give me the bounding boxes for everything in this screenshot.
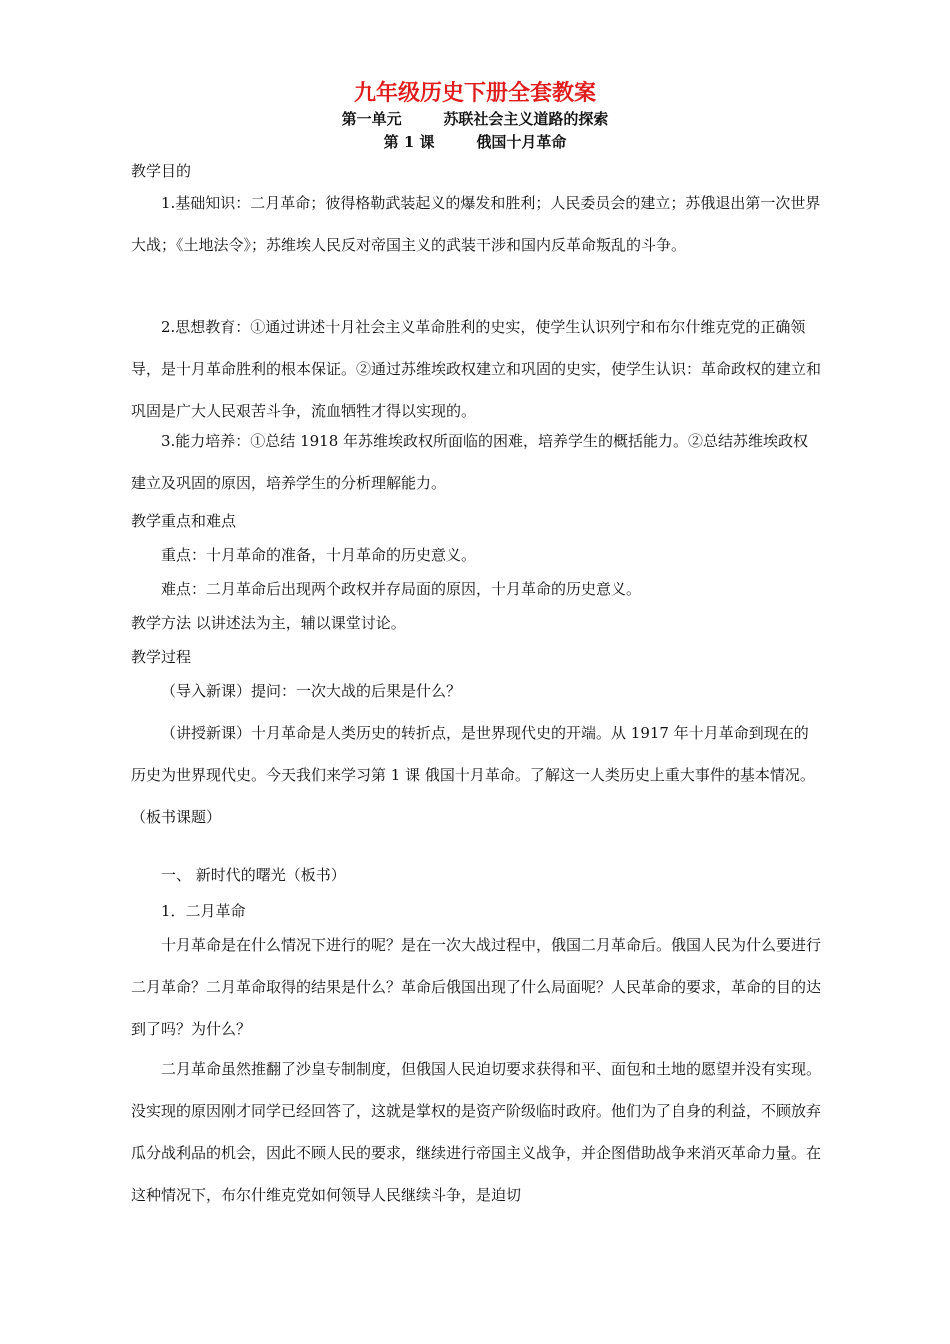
section-heading: 一、 新时代的曙光（板书） [161, 866, 346, 884]
objective-ideological-education: 2.思想教育：①通过讲述十月社会主义革命胜利的史实，使学生认识列宁和布尔什维克党的正确领导，是十月革命胜利的根本保证。②通过苏维埃政权建立和巩固的史实，使学生认识：革命政权的建立和巩固是广大人民艰苦斗争，流血牺牲才得以实现的。 [131, 318, 822, 420]
objective-basic-knowledge: 1.基础知识：二月革命；彼得格勒武装起义的爆发和胜利；人民委员会的建立；苏俄退出第一次世界大战；《土地法令》；苏维埃人民反对帝国主义的武装干涉和国内反革命叛乱的斗争。 [131, 194, 821, 254]
intro-question: （导入新课）提问：一次大战的后果是什么？ [161, 682, 462, 700]
objectives-heading: 教学目的 [131, 162, 192, 180]
objective-ability-training: 3.能力培养：①总结 1918 年苏维埃政权所面临的困难，培养学生的概括能力。②总结苏维埃政权建立及巩固的原因，培养学生的分析理解能力。 [131, 432, 809, 492]
lesson-title: 第 1 课 俄国十月革命 [383, 133, 567, 151]
unit-title: 第一单元 苏联社会主义道路的探索 [341, 110, 609, 128]
paragraph-february-revolution: 十月革命是在什么情况下进行的呢？是在一次大战过程中，俄国二月革命后。俄国人民为什么要进行二月革命？二月革命取得的结果是什么？革命后俄国出现了什么局面呢？人民革命的要求，革命的目的达到了吗？为什么？ [131, 936, 822, 1038]
lecture-paragraph: （讲授新课）十月革命是人类历史的转折点，是世界现代史的开端。从 1917 年十月革命到现在的历史为世界现代史。今天我们来学习第 1 课 俄国十月革命。了解这一人类历史上重大事件的基本情况。（板书课题） [131, 724, 815, 826]
document-title: 九年级历史下册全套教案 [353, 80, 596, 106]
paragraph-provisional-government: 二月革命虽然推翻了沙皇专制制度，但俄国人民迫切要求获得和平、面包和土地的愿望并没有实现。没实现的原因刚才同学已经回答了，这就是掌权的是资产阶级临时政府。他们为了自身的利益，不顾放弃瓜分战利品的机会，因此不顾人民的要求，继续进行帝国主义战争，并企图借助战争来消灭革命力量。在这种情况下，布尔什维克党如何领导人民继续斗争，是迫切 [131, 1060, 822, 1204]
key-point: 重点：十月革命的准备，十月革命的历史意义。 [161, 546, 477, 564]
process-heading: 教学过程 [131, 648, 192, 666]
key-points-heading: 教学重点和难点 [131, 512, 237, 530]
teaching-method: 教学方法 以讲述法为主，辅以课堂讨论。 [131, 614, 406, 632]
subsection-heading: 1．二月革命 [161, 902, 246, 920]
difficult-point: 难点：二月革命后出现两个政权并存局面的原因，十月革命的历史意义。 [161, 580, 642, 598]
